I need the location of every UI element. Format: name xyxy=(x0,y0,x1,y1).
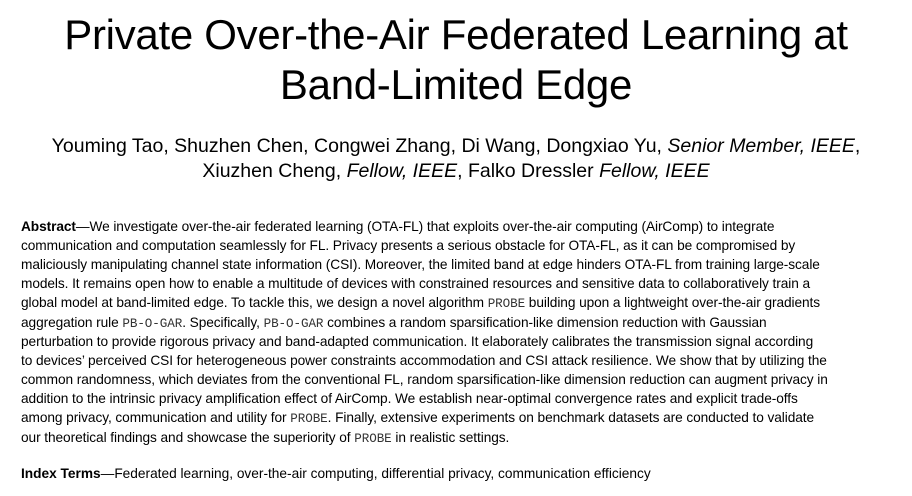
abstract-line: maliciously manipulating channel state information (CSI). Moreover, the limited band at edge hinders OTA-FL from training large-scale xyxy=(21,256,820,272)
author-name-dressler: , Falko Dressler xyxy=(457,160,600,182)
author-line-1 xyxy=(0,134,912,159)
author-names-1: Youming Tao, Shuzhen Chen, Congwei Zhang, Di Wang, Dongxiao Yu, xyxy=(51,135,668,157)
abstract-line: to devices’ perceived CSI for heterogeneous power constraints accommodation and CSI attack resilience. We show that by utilizing the xyxy=(21,353,827,369)
abstract-text: in realistic settings. xyxy=(391,429,510,445)
abstract-text: . Finally, extensive experiments on benchmark datasets are conducted to validate xyxy=(327,410,815,426)
abstract-text: . Specifically, xyxy=(182,314,264,330)
abstract-line xyxy=(21,218,895,237)
author-punct-1: , xyxy=(854,135,861,157)
abstract-text: building upon a lightweight over-the-air gradients xyxy=(525,294,821,310)
abstract-text: global model at band-limited edge. To tackle this, we design a novel algorithm xyxy=(21,294,488,310)
abstract-text: among privacy, communication and utility for xyxy=(21,410,291,426)
index-terms-text: —Federated learning, over-the-air computing, differential privacy, communication efficiency xyxy=(100,466,651,481)
algorithm-name: PROBE xyxy=(354,431,392,446)
abstract-text: combines a random sparsification-like dimension reduction with Gaussian xyxy=(323,314,767,330)
author-line-2 xyxy=(0,159,912,184)
rule-name: PB-O-GAR xyxy=(263,316,324,331)
abstract-line: perturbation to provide rigorous privacy and band-adapted communication. It elaborately calibrates the transmission signal according xyxy=(21,334,814,350)
abstract-line: models. It remains open how to enable a multitude of devices with constrained resources and sensitive data to collaboratively train a xyxy=(21,275,810,291)
algorithm-name: PROBE xyxy=(290,412,328,427)
title-line-1: Private Over-the-Air Federated Learning at xyxy=(64,11,848,58)
abstract-line xyxy=(21,314,895,334)
author-name-cheng: Xiuzhen Cheng, xyxy=(202,160,347,182)
abstract-line xyxy=(21,429,895,449)
abstract-text: our theoretical findings and showcase the superiority of xyxy=(21,429,355,445)
abstract-line xyxy=(21,409,895,429)
abstract-text: aggregation rule xyxy=(21,314,123,330)
title-line-2: Band-Limited Edge xyxy=(279,61,633,108)
author-affiliation-1: Senior Member, IEEE xyxy=(667,135,855,157)
paper-title xyxy=(0,10,912,110)
index-terms xyxy=(21,465,895,484)
author-affiliation-cheng: Fellow, IEEE xyxy=(346,160,458,182)
abstract xyxy=(21,218,895,449)
abstract-line: communication and computation seamlessly for FL. Privacy presents a serious obstacle for OTA-FL, as it can be compromised by xyxy=(21,237,796,253)
algorithm-name: PROBE xyxy=(487,296,526,311)
abstract-line: common randomness, which deviates from the conventional FL, random sparsification-like dimension reduction can augment privacy in xyxy=(21,372,828,388)
abstract-line: addition to the intrinsic privacy amplification effect of AirComp. We establish near-optimal convergence rates and explicit trade-offs xyxy=(21,391,798,407)
abstract-heading: Abstract xyxy=(21,219,76,234)
author-affiliation-dressler: Fellow, IEEE xyxy=(599,160,710,182)
index-terms-heading: Index Terms xyxy=(21,466,101,481)
author-list xyxy=(0,134,912,184)
abstract-text: —We investigate over-the-air federated learning (OTA-FL) that exploits over-the-air computing (AirComp) to integrate xyxy=(75,219,775,234)
abstract-line xyxy=(21,294,895,314)
rule-name: PB-O-GAR xyxy=(122,316,183,331)
